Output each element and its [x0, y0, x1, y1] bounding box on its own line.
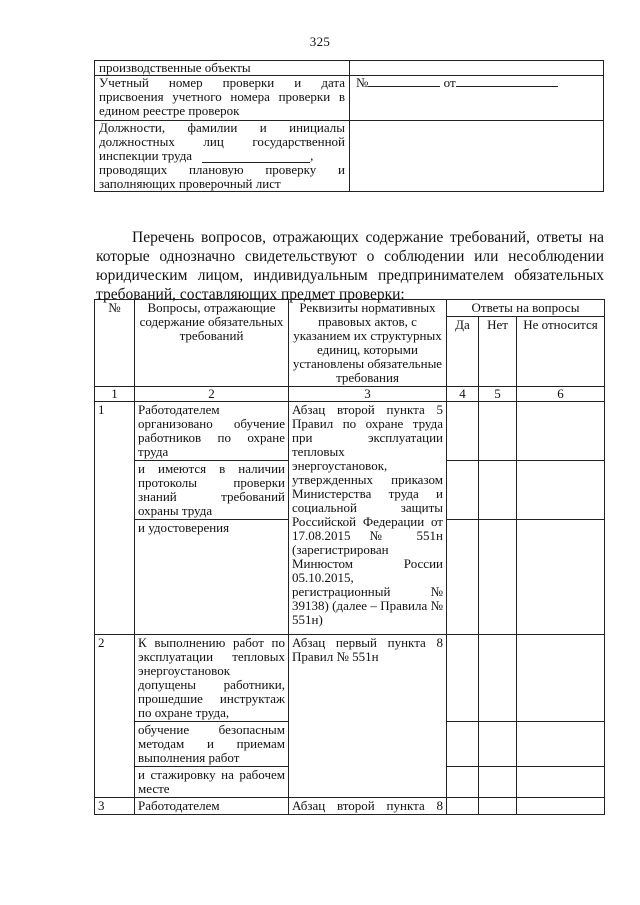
requisite-text: Абзац второй пункта 5 Правил по охране труда при эксплуатации тепловых энергоустановок, утвержденных приказом Министерства труда и социальной защиты Российской Федерации от 17.08.2015 № 551н (зарегистрирован Минюстом России 05.10.2015, регистрационный № 39138) (далее – Правила № 551н): [289, 402, 447, 635]
question-text: и стажировку на рабочем месте: [135, 767, 289, 798]
header-row: [95, 300, 605, 317]
column-number: 3: [289, 387, 447, 402]
column-number: 6: [517, 387, 605, 402]
header-answers: Ответы на вопросы: [447, 300, 605, 317]
info-row-objects: [95, 61, 604, 76]
column-number: 2: [135, 387, 289, 402]
answer-na-cell[interactable]: [517, 635, 605, 722]
answer-na-cell[interactable]: [517, 520, 605, 635]
header-number: №: [95, 300, 135, 387]
answer-no-cell[interactable]: [479, 767, 517, 798]
date-blank: [456, 76, 558, 87]
officials-line: заполняющих проверочный лист: [99, 176, 281, 191]
table-row: [95, 635, 605, 722]
answer-yes-cell[interactable]: [447, 461, 479, 520]
info-row-registry: [95, 76, 604, 121]
answer-na-cell[interactable]: [517, 402, 605, 461]
table-row: [95, 402, 605, 461]
comma: ,: [310, 148, 314, 163]
column-number: 5: [479, 387, 517, 402]
row-number: 2: [95, 635, 135, 798]
officials-line: должностных лиц государственной: [99, 134, 345, 149]
column-numbers-row: [95, 387, 605, 402]
answer-na-cell[interactable]: [517, 798, 605, 815]
answer-na-cell[interactable]: [517, 722, 605, 767]
answer-yes-cell[interactable]: [447, 798, 479, 815]
header-yes: Да: [447, 317, 479, 387]
question-text: Работодателем: [135, 798, 289, 815]
objects-value: [350, 61, 604, 76]
officials-value: [350, 121, 604, 192]
officials-line-with-blank: [99, 149, 345, 163]
answer-yes-cell[interactable]: [447, 635, 479, 722]
from-word: от: [443, 75, 456, 90]
column-number: 4: [447, 387, 479, 402]
answer-no-cell[interactable]: [479, 461, 517, 520]
registry-value: [350, 76, 604, 121]
answer-no-cell[interactable]: [479, 722, 517, 767]
officials-label: [95, 121, 350, 192]
answer-no-cell[interactable]: [479, 635, 517, 722]
table-row: [95, 798, 605, 815]
answer-no-cell[interactable]: [479, 402, 517, 461]
requisite-text: Абзац первый пункта 8 Правил № 551н: [289, 635, 447, 798]
officials-line: инспекции труда: [99, 148, 193, 163]
answer-na-cell[interactable]: [517, 767, 605, 798]
question-text: Работодателем организовано обучение работников по охране труда: [135, 402, 289, 461]
header-not-applicable: Не относится: [517, 317, 605, 387]
registry-label: Учетный номер проверки и дата присвоения учетного номера проверки в едином реестре проверок: [95, 76, 350, 121]
number-prefix: №: [356, 75, 369, 90]
header-requisites: Реквизиты нормативных правовых актов, с указанием их структурных единиц, которыми установлены обязательные требования: [289, 300, 447, 387]
row-number: 1: [95, 402, 135, 635]
answer-yes-cell[interactable]: [447, 520, 479, 635]
question-text: и имеются в наличии протоколы проверки знаний требований охраны труда: [135, 461, 289, 520]
answer-yes-cell[interactable]: [447, 402, 479, 461]
requisite-text: Абзац второй пункта 8: [289, 798, 447, 815]
answer-yes-cell[interactable]: [447, 767, 479, 798]
column-number: 1: [95, 387, 135, 402]
answer-no-cell[interactable]: [479, 798, 517, 815]
question-text: обучение безопасным методам и приемам выполнения работ: [135, 722, 289, 767]
page-number: 325: [309, 34, 331, 49]
officials-line: Должности, фамилии и инициалы: [99, 120, 345, 135]
row-number: 3: [95, 798, 135, 815]
inspection-info-table: [94, 60, 604, 192]
checklist-table: [94, 299, 605, 815]
answer-no-cell[interactable]: [479, 520, 517, 635]
answer-yes-cell[interactable]: [447, 722, 479, 767]
header-questions: Вопросы, отражающие содержание обязательных требований: [135, 300, 289, 387]
header-no: Нет: [479, 317, 517, 387]
intro-paragraph: Перечень вопросов, отражающих содержание требований, ответы на которые однозначно свидетельствуют о соблюдении или несоблюдении юридическим лицом, индивидуальным предпринимателем обязательных требований, составляющих предмет проверки:: [96, 228, 604, 303]
info-row-officials: [95, 121, 604, 192]
officials-line: проводящих плановую проверку и: [99, 162, 345, 177]
question-text: и удостоверения: [135, 520, 289, 635]
number-blank: [368, 76, 440, 87]
objects-label: производственные объекты: [95, 61, 350, 76]
answer-na-cell[interactable]: [517, 461, 605, 520]
question-text: К выполнению работ по эксплуатации тепловых энергоустановок допущены работники, прошедшие инструктаж по охране труда,: [135, 635, 289, 722]
